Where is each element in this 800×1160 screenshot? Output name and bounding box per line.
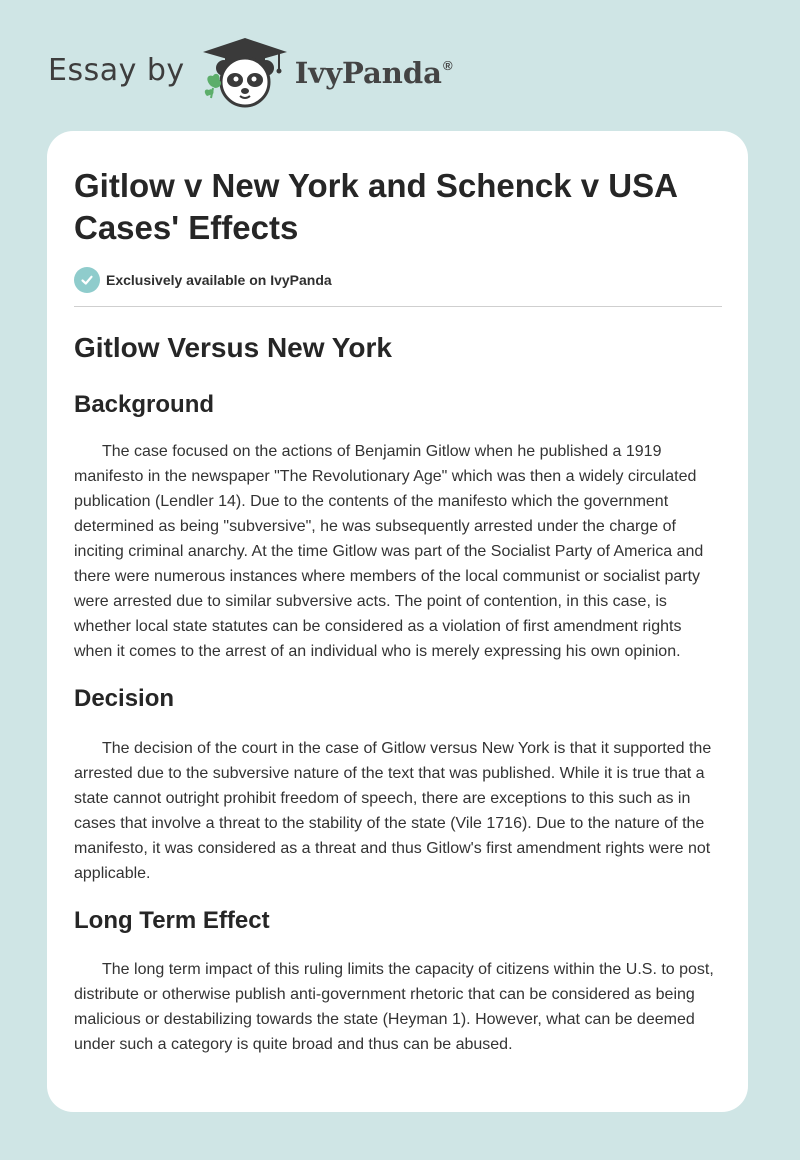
essay-by-label: Essay by [48, 52, 185, 88]
essay-card [47, 131, 748, 1112]
brand-name-text: IvyPanda [294, 56, 442, 90]
page-title: Gitlow v New York and Schenck v USA Cases' Effects [74, 167, 677, 246]
check-icon [74, 267, 100, 293]
divider [74, 306, 722, 307]
subheading-background: Background [74, 391, 215, 418]
subheading-decision: Decision [74, 685, 175, 712]
paragraph-long-term-effect: The long term impact of this ruling limits the capacity of citizens within the U.S. to post, distribute or otherwise publish anti-government rhetoric that can be considered as being malicious or destabilizing towards the state (Heyman 1). However, what can be deemed under such a category is quite broad and thus can be abused. [74, 961, 714, 1053]
brand-name [295, 56, 453, 90]
subheading-long-term-effect: Long Term Effect [74, 907, 270, 934]
section-heading: Gitlow Versus New York [74, 332, 392, 363]
site-header [48, 36, 453, 108]
paragraph-background: The case focused on the actions of Benjamin Gitlow when he published a 1919 manifesto in the newspaper "The Revolutionary Age" which was then a widely circulated publication (Lendler 14). Due to the contents of the manifesto which the government determined as being "subversive", he was subsequently arrested under the charge of inciting criminal anarchy. At the time Gitlow was part of the Socialist Party of America and there were numerous instances where members of the local communist or socialist party were arrested due to similar subversive acts. The point of contention, in this case, is whether local state statutes can be considered as a violation of first amendment rights when it comes to the arrest of an individual who is merely expressing his own opinion. [74, 443, 704, 660]
exclusive-badge [74, 267, 722, 293]
badge-label: Exclusively available on IvyPanda [106, 272, 332, 288]
panda-logo-icon [199, 36, 291, 108]
registered-mark: ® [442, 58, 453, 73]
paragraph-decision: The decision of the court in the case of Gitlow versus New York is that it supported the arrested due to the subversive nature of the text that was published. While it is true that a state cannot outright prohibit freedom of speech, there are exceptions to this such as in cases that involve a threat to the stability of the state (Vile 1716). Due to the nature of the manifesto, it was considered as a threat and thus Gitlow's first amendment rights were not applicable. [74, 740, 712, 882]
